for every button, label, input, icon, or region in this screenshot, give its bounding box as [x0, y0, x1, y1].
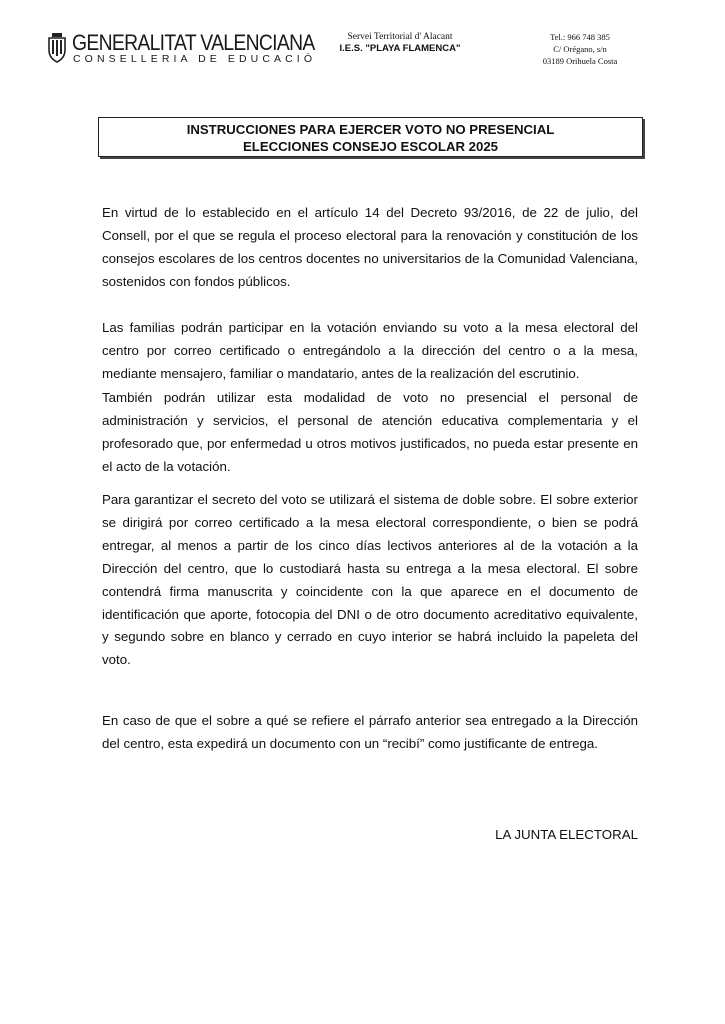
- coat-of-arms-icon: [46, 32, 68, 64]
- logo-subtitle: CONSELLERIA DE EDUCACIÓ: [73, 53, 317, 65]
- street-address: C/ Orégano, s/n: [553, 44, 607, 54]
- title-line-1: INSTRUCCIONES PARA EJERCER VOTO NO PRESENCIAL: [186, 122, 555, 137]
- document-title: [98, 117, 643, 157]
- territorial-service: Servei Territorial d' Alacant: [347, 32, 453, 42]
- paragraph-legal-basis: En virtud de lo establecido en el artículo 14 del Decreto 93/2016, de 22 de julio, del Consell, por el que se regula el proceso electoral para la renovación y constitución de los consejos escolares de los centros docentes no universitarios de la Comunidad Valenciana, sostenidos con fondos públicos.: [102, 205, 638, 289]
- paragraph-receipt: En caso de que el sobre a qué se refiere el párrafo anterior sea entregado a la Dirección del centro, esta expedirá un documento con un “recibí” como justificante de entrega.: [102, 713, 638, 751]
- title-line-2: ELECCIONES CONSEJO ESCOLAR 2025: [242, 139, 499, 154]
- paragraph-families: Las familias podrán participar en la votación enviando su voto a la mesa electoral del centro por correo certificado o entregándolo a la dirección del centro o a la mesa, mediante mensajero, familiar o mandatario, antes de la realización del escrutinio.: [102, 320, 638, 381]
- contact-header: [520, 31, 640, 67]
- phone: Tel.: 966 748 385: [550, 32, 610, 42]
- paragraph-staff: También podrán utilizar esta modalidad de voto no presencial el personal de administración y servicios, el personal de atención educativa complementaria y el profesorado que, por enfermedad u otros motivos justificados, no pueda estar presente en el acto de la votación.: [102, 390, 638, 474]
- center-header: [300, 31, 500, 55]
- school-name: I.E.S. "PLAYA FLAMENCA": [339, 43, 461, 54]
- paragraph-double-envelope: Para garantizar el secreto del voto se utilizará el sistema de doble sobre. El sobre exterior se dirigirá por correo certificado a la mesa electoral correspondiente, o bien se podrá entregar, al menos a partir de los cinco días lectivos anteriores al de la votación a la Dirección del centro, que lo custodiará hasta su entrega a la mesa electoral. El sobre contendrá firma manuscrita y coincidente con la que aparece en el documento de identificación que aporte, fotocopia del DNI o de otro documento acreditativo equivalente, y segundo sobre en blanco y cerrado en cuyo interior se habrá incluido la papeleta del voto.: [102, 492, 638, 668]
- generalitat-logo: [46, 30, 317, 70]
- signature: LA JUNTA ELECTORAL: [495, 827, 638, 842]
- city-address: 03189 Orihuela Costa: [542, 56, 618, 66]
- logo-title: GENERALITAT VALENCIANA: [72, 30, 315, 55]
